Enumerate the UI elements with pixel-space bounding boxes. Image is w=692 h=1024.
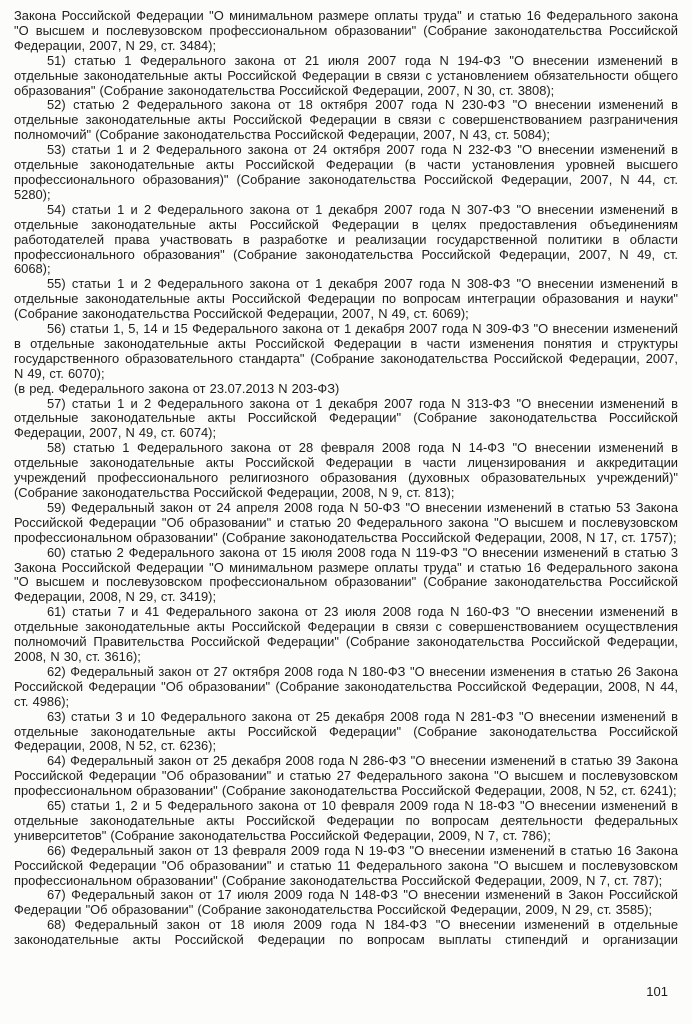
paragraph-item-59: 59) Федеральный закон от 24 апреля 2008 года N 50-ФЗ "О внесении изменений в статью 53 Закона Российской Федерации "Об образовании" и статью 20 Федерального закона "О высшем и послевузовском профессиональном образовании" (Собрание законодательства Российской Федерации, 2008, N 17, ст. 1757); — [14, 499, 678, 545]
paragraph-item-51: 51) статью 1 Федерального закона от 21 июля 2007 года N 194-ФЗ "О внесении изменений в отдельные законодательные акты Российской Федерации в связи с установлением обязательности общего образования" (Собрание законодательства Российской Федерации, 2007, N 30, ст. 3808); — [14, 52, 678, 98]
paragraph-item-54: 54) статьи 1 и 2 Федерального закона от 1 декабря 2007 года N 307-ФЗ "О внесении изменений в отдельные законодательные акты Российской Федерации в целях предоставления объединениям работодателей права участвовать в разработке и реализации государственной политики в области профессионального образования" (Собрание законодательства Российской Федерации, 2007, N 49, ст. 6068); — [14, 201, 678, 277]
paragraph-item-61: 61) статьи 7 и 41 Федерального закона от 23 июля 2008 года N 160-ФЗ "О внесении изменений в отдельные законодательные акты Российской Федерации в связи с совершенствованием осуществления полномочий Правительства Российской Федерации" (Собрание законодательства Российской Федерации, 2008, N 30, ст. 3616); — [14, 604, 678, 664]
paragraph-item-67: 67) Федеральный закон от 17 июля 2009 года N 148-ФЗ "О внесении изменений в Закон Российской Федерации "Об образовании" (Собрание законодательства Российской Федерации, 2009, N 29, ст. 3585); — [14, 887, 678, 918]
paragraph-item-58: 58) статью 1 Федерального закона от 28 февраля 2008 года N 14-ФЗ "О внесении изменений в отдельные законодательные акты Российской Федерации в части лицензирования и аккредитации учреждений профессионального религиозного образования (духовных образовательных учреждений)" (Собрание законодательства Российской Федерации, 2008, N 9, ст. 813); — [14, 440, 678, 500]
paragraph-item-63: 63) статьи 3 и 10 Федерального закона от 25 декабря 2008 года N 281-ФЗ "О внесении изменений в отдельные законодательные акты Российской Федерации" (Собрание законодательства Российской Федерации, 2008, N 52, ст. 6236); — [14, 708, 678, 754]
paragraph-item-57: 57) статьи 1 и 2 Федерального закона от 1 декабря 2007 года N 313-ФЗ "О внесении изменений в отдельные законодательные акты Российской Федерации" (Собрание законодательства Российской Федерации, 2007, N 49, ст. 6074); — [14, 395, 678, 441]
amendment-note: (в ред. Федерального закона от 23.07.2013 N 203-ФЗ) — [14, 380, 340, 396]
paragraph-item-52: 52) статью 2 Федерального закона от 18 октября 2007 года N 230-ФЗ "О внесении изменений в отдельные законодательные акты Российской Федерации в связи с совершенствованием разграничения полномочий" (Собрание законодательства Российской Федерации, 2007, N 43, ст. 5084); — [14, 97, 678, 143]
paragraph-item-68: 68) Федеральный закон от 18 июля 2009 года N 184-ФЗ "О внесении изменений в отдельные законодательные акты Российской Федерации по вопросам выплаты стипендий и организации — [14, 917, 678, 948]
document-body — [14, 9, 678, 948]
paragraph-item-64: 64) Федеральный закон от 25 декабря 2008 года N 286-ФЗ "О внесении изменений в статью 39 Закона Российской Федерации "Об образовании" и статью 27 Федерального закона "О высшем и послевузовском профессиональном образовании" (Собрание законодательства Российской Федерации, 2008, N 52, ст. 6241); — [14, 753, 678, 799]
paragraph-item-56: 56) статьи 1, 5, 14 и 15 Федерального закона от 1 декабря 2007 года N 309-ФЗ "О внесении изменений в отдельные законодательные акты Российской Федерации в части изменения понятия и структуры государственного образовательного стандарта" (Собрание законодательства Российской Федерации, 2007, N 49, ст. 6070); — [14, 321, 678, 381]
paragraph-item-55: 55) статьи 1 и 2 Федерального закона от 1 декабря 2007 года N 308-ФЗ "О внесении изменений в отдельные законодательные акты Российской Федерации по вопросам интеграции образования и науки" (Собрание законодательства Российской Федерации, 2007, N 49, ст. 6069); — [14, 276, 678, 322]
paragraph-continuation-top: Закона Российской Федерации "О минимальном размере оплаты труда" и статью 16 Федерального закона "О высшем и послевузовском профессиональном образовании" (Собрание законодательства Российской Федерации, 2007, N 29, ст. 3484); — [14, 8, 678, 53]
paragraph-item-62: 62) Федеральный закон от 27 октября 2008 года N 180-ФЗ "О внесении изменения в статью 26 Закона Российской Федерации "Об образовании" (Собрание законодательства Российской Федерации, 2008, N 44, ст. 4986); — [14, 663, 678, 709]
page-number: 101 — [646, 984, 668, 999]
paragraph-item-65: 65) статьи 1, 2 и 5 Федерального закона от 10 февраля 2009 года N 18-ФЗ "О внесении изменений в отдельные законодательные акты Российской Федерации по вопросам деятельности федеральных университетов" (Собрание законодательства Российской Федерации, 2009, N 7, ст. 786); — [14, 798, 678, 843]
paragraph-item-53: 53) статьи 1 и 2 Федерального закона от 24 октября 2007 года N 232-ФЗ "О внесении изменений в отдельные законодательные акты Российской Федерации (в части установления уровней высшего профессионального образования)" (Собрание законодательства Российской Федерации, 2007, N 44, ст. 5280); — [14, 142, 678, 202]
paragraph-item-60: 60) статью 2 Федерального закона от 15 июля 2008 года N 119-ФЗ "О внесении изменений в статью 3 Закона Российской Федерации "О минимальном размере оплаты труда" и статью 16 Федерального закона "О высшем и послевузовском профессиональном образовании" (Собрание законодательства Российской Федерации, 2008, N 29, ст. 3419); — [14, 544, 678, 605]
paragraph-item-66: 66) Федеральный закон от 13 февраля 2009 года N 19-ФЗ "О внесении изменений в статью 16 Закона Российской Федерации "Об образовании" и статью 11 Федерального закона "О высшем и послевузовском профессиональном образовании" (Собрание законодательства Российской Федерации, 2009, N 7, ст. 787); — [14, 842, 678, 888]
